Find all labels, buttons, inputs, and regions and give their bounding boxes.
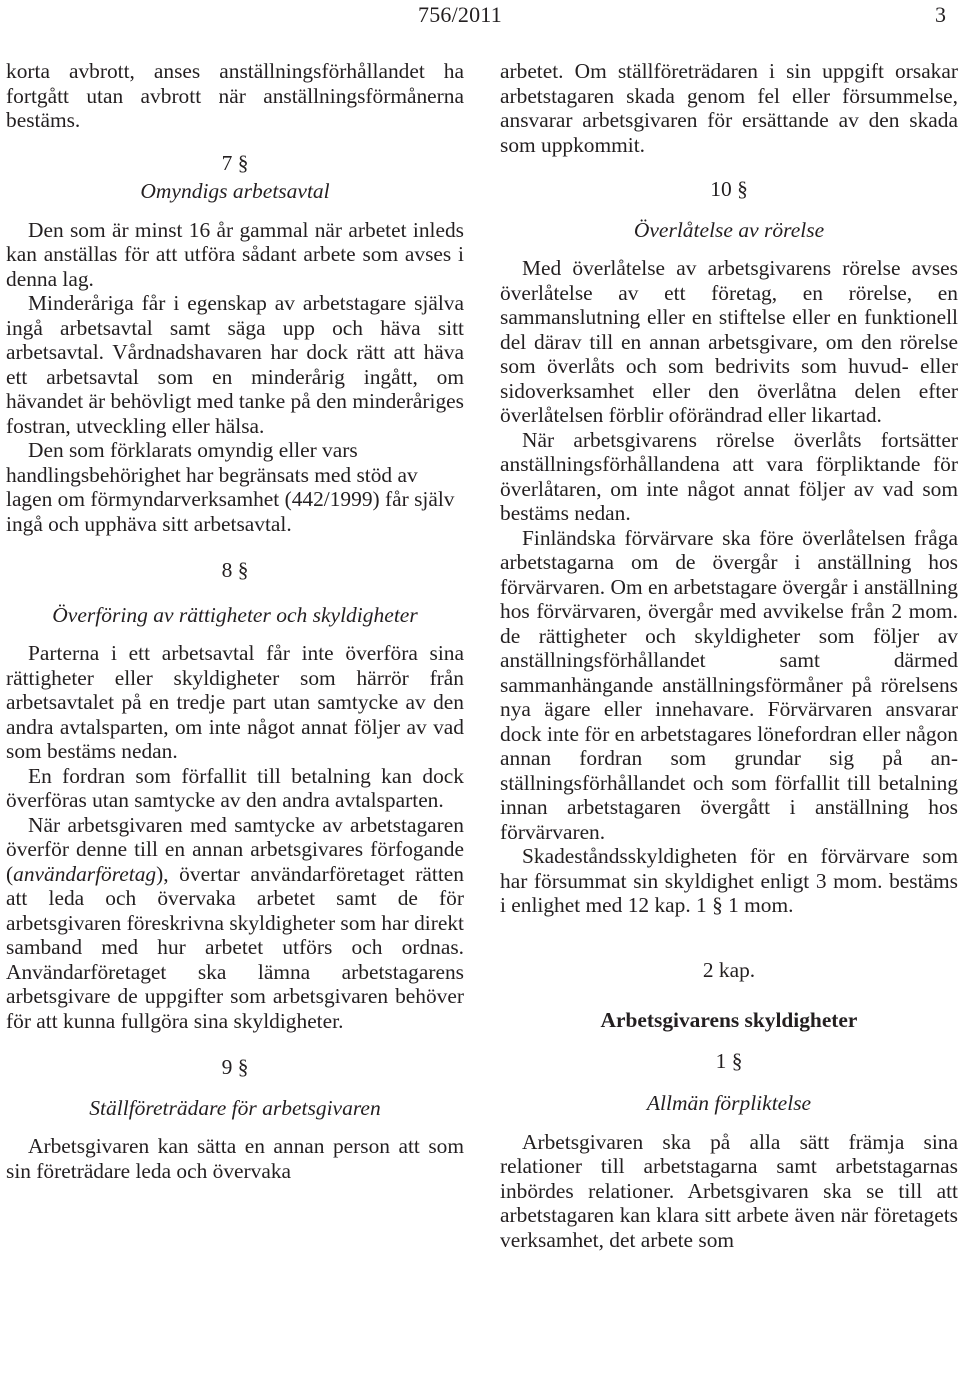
section-title: Överlåtelse av rörelse (633, 217, 825, 242)
section-title: Omyndigs arbetsavtal (140, 179, 330, 203)
right-column (500, 59, 958, 1252)
paragraph: Med överlåtelse av arbetsgivarens rörelse avses överlåtelse av ett företag, en rörelse, en sammanslutning eller en stiftelse eller en funktionell del därav till en annan arbetsgivare, om den rörelse som överlåts och som bedrivits som huvud- eller sidoverksamhet eller den överlåtna delen efter överlåtelsen förblir oförändrad eller likartad. (500, 256, 958, 427)
paragraph: arbetet. Om ställföreträdaren i sin uppgift orsakar arbetstagaren skada genom fel eller försummelse, ansvarar arbetsgivaren för ersättande av den skada som uppkommit. (500, 59, 958, 157)
section-number: 10 § (710, 177, 748, 201)
section-title: Överföring av rättigheter och skyldigheter (52, 602, 418, 627)
chapter-title: Arbetsgivarens skyldigheter (600, 1008, 858, 1032)
paragraph: Parterna i ett arbetsavtal får inte överföra sina rättigheter eller skyldigheter som härrör från arbetsavtalet på en tredje part utan samtycke av den andra avtalsparten, om inte något annat följer av vad som bestäms nedan. (6, 641, 464, 763)
page-number: 3 (935, 2, 946, 27)
paragraph: När arbetsgivarens rörelse överlåts fortsätter anställningsförhållandena att vara förpliktande för överlåtaren, om inte något annat följer av vad som bestäms nedan. (500, 427, 958, 525)
page-header (0, 0, 960, 40)
paragraph: Finländska förvärvare ska före överlåtelsen fråga arbetstagarna om de övergår i anställning hos förvärvaren. Om en arbetstagare övergår i anställning hos förvärvaren, övergår med avvikelse från 2 mom. de rättigheter och skyldigheter som följer av anställningsförhållandet samt därmed sammanhängande anställningsförmåner på rörelsens nya ägare eller innehavare. Förvärvaren ansvarar dock inte för en arbetstagares lönefordran eller någon annan fordran som grundar sig på anställningsförhållandet och som förfallit till betalning innan arbetstagaren övergått i anställning hos förvärvaren. (500, 525, 958, 844)
section-title: Ställföreträdare för arbetsgivaren (89, 1095, 381, 1120)
section-number: 7 § (221, 150, 249, 175)
section-number: 9 § (221, 1055, 249, 1079)
text-run: När arbetsgivaren med samtycke av arbetstagaren överför denne till en annan arbetsgivares förfogande ( (6, 812, 464, 886)
paragraph: korta avbrott, anses anställningsförhållandet ha fortgått utan avbrott när anställningsförmånerna bestäms. (6, 59, 464, 132)
paragraph: Arbetsgivaren kan sätta en annan person att som sin företrädare leda och övervaka (6, 1134, 464, 1183)
paragraph: Skadeståndsskyldigheten för en förvärvare som har försummat sin skyldighet enligt 3 mom. bestäms i enlighet med 12 kap. 1 § 1 mom. (500, 844, 958, 917)
paragraph: Den som är minst 16 år gammal när arbetet inleds kan anställas för att utföra sådant arbete som avses i denna lag. (6, 217, 464, 291)
section-number: 8 § (221, 558, 249, 582)
chapter-number: 2 kap. (702, 957, 756, 982)
section-number: 1 § (715, 1048, 743, 1073)
paragraph: Den som förklarats omyndig eller vars handlingsbehörighet har begränsats med stöd av lagen om förmyndarverksamhet (442/1999) får själv ingå och upphäva sitt arbetsavtal. (6, 438, 455, 536)
paragraph: Minderåriga får i egenskap av arbetstagare själva ingå arbetsavtal samt säga upp och häva sitt arbetsavtal. Vårdnadshavaren har dock rätt att häva ett arbetsavtal som en minderårig ingått, om hävandet är behövligt med tanke på den minderåriges fostran, utveckling eller hälsa. (6, 291, 464, 438)
paragraph: Arbetsgivaren ska på alla sätt främja sina relationer till arbetstagarna samt arbetstagarnas inbördes relationer. Arbetsgivaren ska se till att arbetstagaren kan klara sitt arbete även när företagets verksamhet, det arbete som (500, 1129, 958, 1252)
paragraph (6, 813, 464, 1034)
section-title: Allmän förpliktelse (646, 1091, 812, 1115)
emphasis-term: användarföretag (13, 861, 157, 886)
paragraph: En fordran som förfallit till betalning kan dock överföras utan samtycke av den andra avtalsparten. (6, 763, 464, 812)
left-column (6, 59, 464, 1183)
document-number: 756/2011 (418, 2, 502, 27)
text-run: ), övertar användarföretaget rätten att leda och övervaka arbetet samt de för arbetsgivaren föreskrivna skyldigheter som har direkt samband med hur arbetet utförs och ordnas. Användarföretaget ska lämna arbetstagarens arbetsgivare de uppgifter som arbetsgivaren behöver för att kunna fullgöra sina skyldigheter. (6, 861, 464, 1033)
